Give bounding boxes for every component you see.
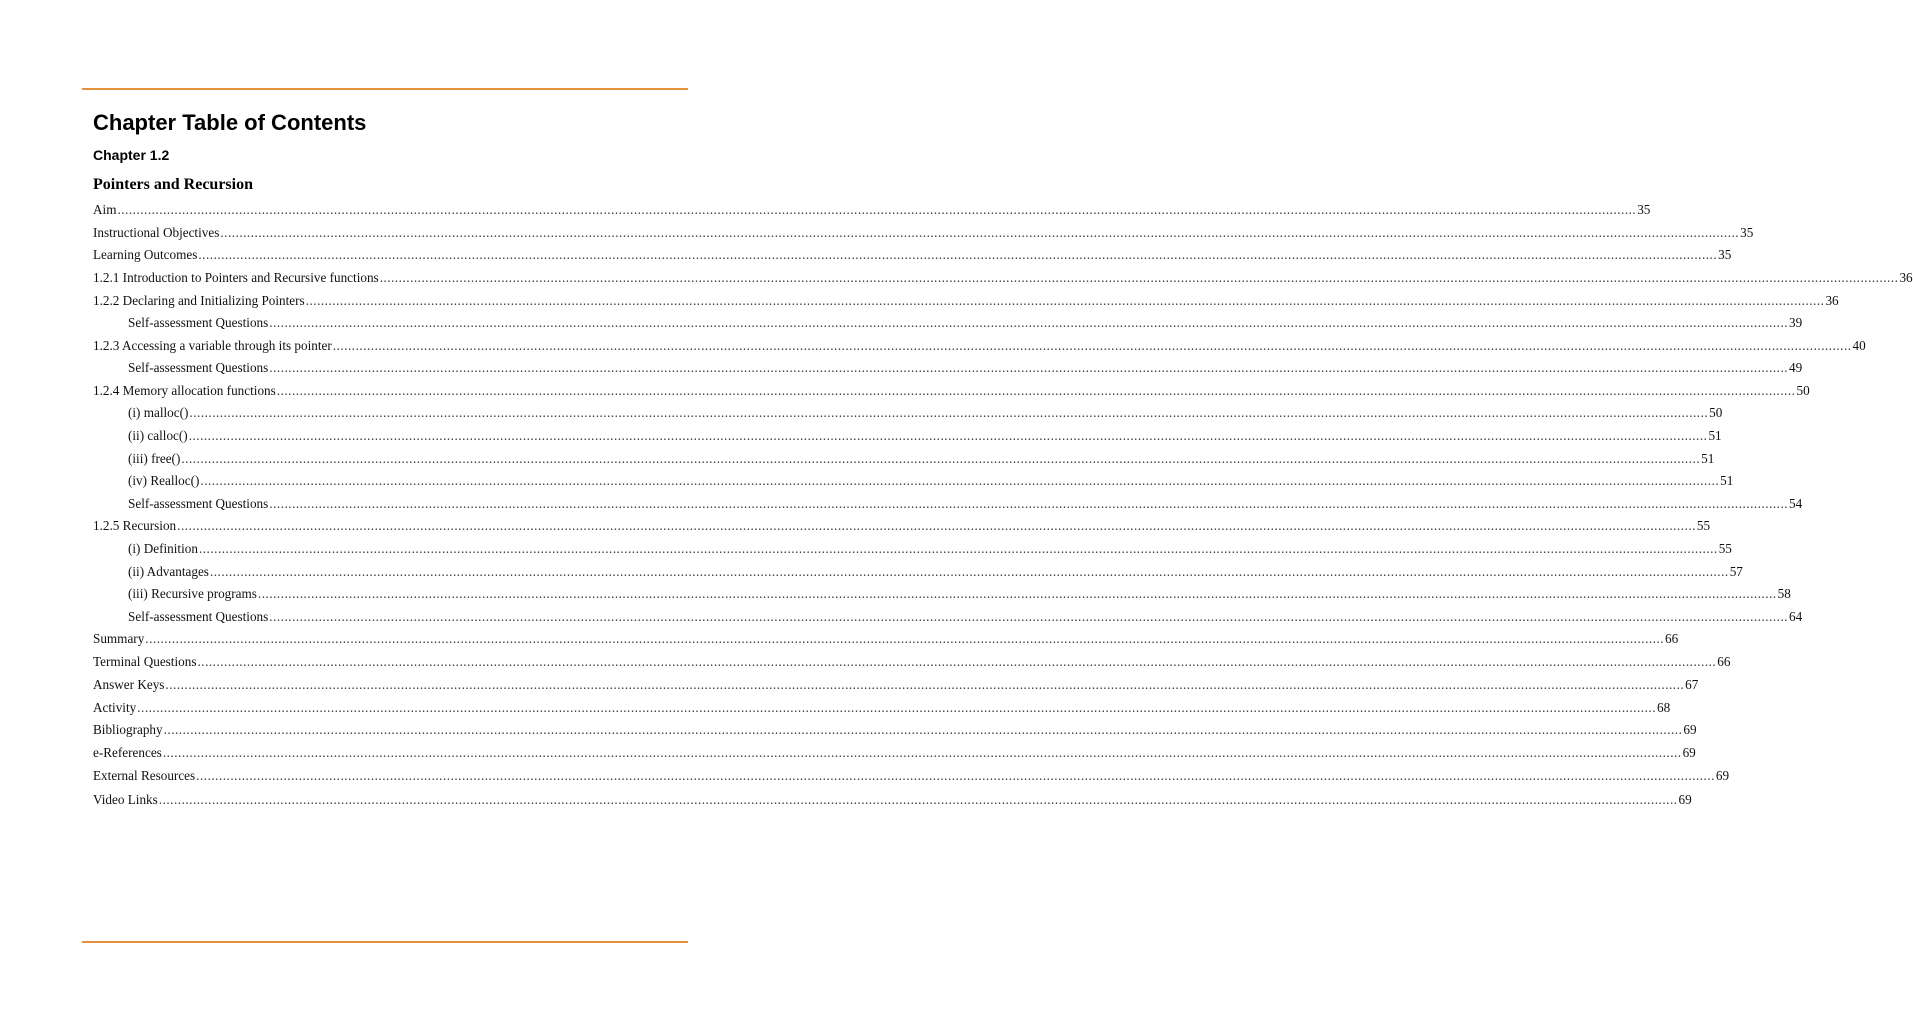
toc-entry[interactable] bbox=[93, 766, 1730, 786]
toc-entry-label: Aim bbox=[93, 202, 117, 217]
dot-leader: ................................................................................................................................................................................................................................................................................................................................................................................................................ bbox=[165, 677, 1685, 692]
toc-entry-page-number: 68 bbox=[1656, 700, 1671, 715]
dot-leader: ................................................................................................................................................................................................................................................................................................................................................................................................................ bbox=[137, 700, 1656, 715]
toc-entry[interactable] bbox=[93, 720, 1697, 740]
dot-leader: ................................................................................................................................................................................................................................................................................................................................................................................................................ bbox=[162, 745, 1682, 760]
toc-entry-page-number: 69 bbox=[1678, 792, 1692, 807]
dot-leader: ................................................................................................................................................................................................................................................................................................................................................................................................................ bbox=[198, 247, 1718, 262]
dot-leader: ................................................................................................................................................................................................................................................................................................................................................................................................................ bbox=[257, 586, 1777, 601]
toc-entry[interactable] bbox=[128, 426, 1722, 446]
dot-leader: ................................................................................................................................................................................................................................................................................................................................................................................................................ bbox=[117, 202, 1637, 217]
toc-entry-label: Self-assessment Questions bbox=[128, 360, 269, 375]
toc-entry[interactable] bbox=[128, 403, 1723, 423]
toc-entry[interactable] bbox=[93, 698, 1671, 718]
section-title: Pointers and Recursion bbox=[93, 176, 253, 193]
toc-entry[interactable] bbox=[128, 449, 1715, 469]
toc-entry[interactable] bbox=[93, 200, 1651, 220]
dot-leader: ................................................................................................................................................................................................................................................................................................................................................................................................................ bbox=[177, 518, 1696, 533]
toc-entry-label: Answer Keys bbox=[93, 677, 165, 692]
toc-entry-page-number: 49 bbox=[1789, 360, 1803, 375]
toc-entry-page-number: 39 bbox=[1789, 315, 1803, 330]
dot-leader: ................................................................................................................................................................................................................................................................................................................................................................................................................ bbox=[188, 428, 1708, 443]
toc-entry-page-number: 69 bbox=[1683, 722, 1697, 737]
dot-leader: ................................................................................................................................................................................................................................................................................................................................................................................................................ bbox=[379, 270, 1899, 285]
toc-entry-label: (ii) calloc() bbox=[128, 428, 188, 443]
toc-entry-label: Terminal Questions bbox=[93, 654, 197, 669]
toc-entry-page-number: 50 bbox=[1709, 405, 1723, 420]
toc-entry[interactable] bbox=[93, 245, 1732, 265]
toc-entry-label: Activity bbox=[93, 700, 137, 715]
toc-entry-page-number: 57 bbox=[1729, 564, 1743, 579]
dot-leader: ................................................................................................................................................................................................................................................................................................................................................................................................................ bbox=[269, 360, 1789, 375]
toc-entry-page-number: 35 bbox=[1637, 202, 1651, 217]
toc-entry-label: 1.2.3 Accessing a variable through its pointer bbox=[93, 338, 332, 353]
dot-leader: ................................................................................................................................................................................................................................................................................................................................................................................................................ bbox=[209, 564, 1729, 579]
toc-entry-label: (iii) Recursive programs bbox=[128, 586, 257, 601]
toc-entry[interactable] bbox=[128, 358, 1803, 378]
toc-entry-label: e-References bbox=[93, 745, 162, 760]
toc-entry-label: 1.2.4 Memory allocation functions bbox=[93, 383, 276, 398]
toc-entry-page-number: 40 bbox=[1852, 338, 1866, 353]
dot-leader: ................................................................................................................................................................................................................................................................................................................................................................................................................ bbox=[269, 609, 1789, 624]
toc-entry-label: (iv) Realloc() bbox=[128, 473, 200, 488]
toc-entry[interactable] bbox=[93, 268, 1913, 288]
toc-entry-label: Learning Outcomes bbox=[93, 247, 198, 262]
toc-entry[interactable] bbox=[93, 652, 1731, 672]
toc-entry-page-number: 54 bbox=[1789, 496, 1803, 511]
toc-entry-label: (i) malloc() bbox=[128, 405, 189, 420]
dot-leader: ................................................................................................................................................................................................................................................................................................................................................................................................................ bbox=[220, 225, 1740, 240]
dot-leader: ................................................................................................................................................................................................................................................................................................................................................................................................................ bbox=[158, 792, 1678, 807]
dot-leader: ................................................................................................................................................................................................................................................................................................................................................................................................................ bbox=[189, 405, 1709, 420]
toc-entry[interactable] bbox=[93, 381, 1810, 401]
dot-leader: ................................................................................................................................................................................................................................................................................................................................................................................................................ bbox=[200, 473, 1720, 488]
toc-entry-page-number: 64 bbox=[1789, 609, 1803, 624]
toc-entry-label: Video Links bbox=[93, 792, 158, 807]
toc-entry-label: 1.2.2 Declaring and Initializing Pointers bbox=[93, 293, 305, 308]
dot-leader: ................................................................................................................................................................................................................................................................................................................................................................................................................ bbox=[163, 722, 1683, 737]
toc-entry-label: 1.2.1 Introduction to Pointers and Recursive functions bbox=[93, 270, 379, 285]
toc-entry-page-number: 58 bbox=[1777, 586, 1791, 601]
toc-entry-page-number: 51 bbox=[1701, 451, 1715, 466]
toc-entry[interactable] bbox=[128, 562, 1743, 582]
toc-entry-label: (iii) free() bbox=[128, 451, 181, 466]
bottom-rule bbox=[82, 941, 688, 943]
toc-entry[interactable] bbox=[128, 313, 1803, 333]
dot-leader: ................................................................................................................................................................................................................................................................................................................................................................................................................ bbox=[269, 315, 1789, 330]
toc-entry[interactable] bbox=[128, 607, 1803, 627]
dot-leader: ................................................................................................................................................................................................................................................................................................................................................................................................................ bbox=[198, 541, 1718, 556]
dot-leader: ................................................................................................................................................................................................................................................................................................................................................................................................................ bbox=[181, 451, 1701, 466]
toc-entry-page-number: 35 bbox=[1740, 225, 1754, 240]
toc-entry[interactable] bbox=[128, 539, 1732, 559]
toc-entry[interactable] bbox=[93, 516, 1711, 536]
toc-entry-page-number: 36 bbox=[1899, 270, 1913, 285]
dot-leader: ................................................................................................................................................................................................................................................................................................................................................................................................................ bbox=[305, 293, 1825, 308]
toc-entry-page-number: 35 bbox=[1718, 247, 1732, 262]
toc-entry-label: Summary bbox=[93, 631, 145, 646]
toc-entry-page-number: 36 bbox=[1825, 293, 1839, 308]
toc-entry-label: Self-assessment Questions bbox=[128, 496, 269, 511]
toc-entry-page-number: 50 bbox=[1796, 383, 1810, 398]
toc-entry-label: (ii) Advantages bbox=[128, 564, 209, 579]
chapter-label: Chapter 1.2 bbox=[93, 147, 170, 163]
dot-leader: ................................................................................................................................................................................................................................................................................................................................................................................................................ bbox=[332, 338, 1852, 353]
toc-entry-page-number: 66 bbox=[1665, 631, 1679, 646]
toc-entry-page-number: 55 bbox=[1718, 541, 1732, 556]
toc-entry-page-number: 55 bbox=[1696, 518, 1711, 533]
page-title: Chapter Table of Contents bbox=[93, 110, 367, 135]
dot-leader: ................................................................................................................................................................................................................................................................................................................................................................................................................ bbox=[196, 768, 1715, 783]
toc-entry-page-number: 51 bbox=[1708, 428, 1722, 443]
toc-entry[interactable] bbox=[128, 471, 1734, 491]
toc-entry[interactable] bbox=[93, 629, 1679, 649]
dot-leader: ................................................................................................................................................................................................................................................................................................................................................................................................................ bbox=[145, 631, 1665, 646]
toc-entry-label: External Resources bbox=[93, 768, 196, 783]
dot-leader: ................................................................................................................................................................................................................................................................................................................................................................................................................ bbox=[276, 383, 1796, 398]
toc-entry[interactable] bbox=[128, 494, 1803, 514]
toc-entry-page-number: 69 bbox=[1715, 768, 1730, 783]
toc-entry-label: Self-assessment Questions bbox=[128, 315, 269, 330]
toc-entry[interactable] bbox=[93, 336, 1866, 356]
toc-entry-page-number: 51 bbox=[1720, 473, 1734, 488]
toc-entry-page-number: 67 bbox=[1685, 677, 1699, 692]
dot-leader: ................................................................................................................................................................................................................................................................................................................................................................................................................ bbox=[269, 496, 1789, 511]
toc-entry-label: (i) Definition bbox=[128, 541, 198, 556]
toc-entry-page-number: 66 bbox=[1717, 654, 1731, 669]
toc-entry-label: Self-assessment Questions bbox=[128, 609, 269, 624]
toc-entry-page-number: 69 bbox=[1682, 745, 1696, 760]
toc-entry[interactable] bbox=[128, 584, 1791, 604]
toc-entry-label: Instructional Objectives bbox=[93, 225, 220, 240]
toc-entry[interactable] bbox=[93, 675, 1699, 695]
dot-leader: ................................................................................................................................................................................................................................................................................................................................................................................................................ bbox=[197, 654, 1717, 669]
toc-entry-label: Bibliography bbox=[93, 722, 163, 737]
toc-entry[interactable] bbox=[93, 790, 1692, 810]
toc-entry[interactable] bbox=[93, 743, 1696, 763]
toc-entry[interactable] bbox=[93, 223, 1754, 243]
toc-entry-label: 1.2.5 Recursion bbox=[93, 518, 177, 533]
toc-entry[interactable] bbox=[93, 291, 1839, 311]
